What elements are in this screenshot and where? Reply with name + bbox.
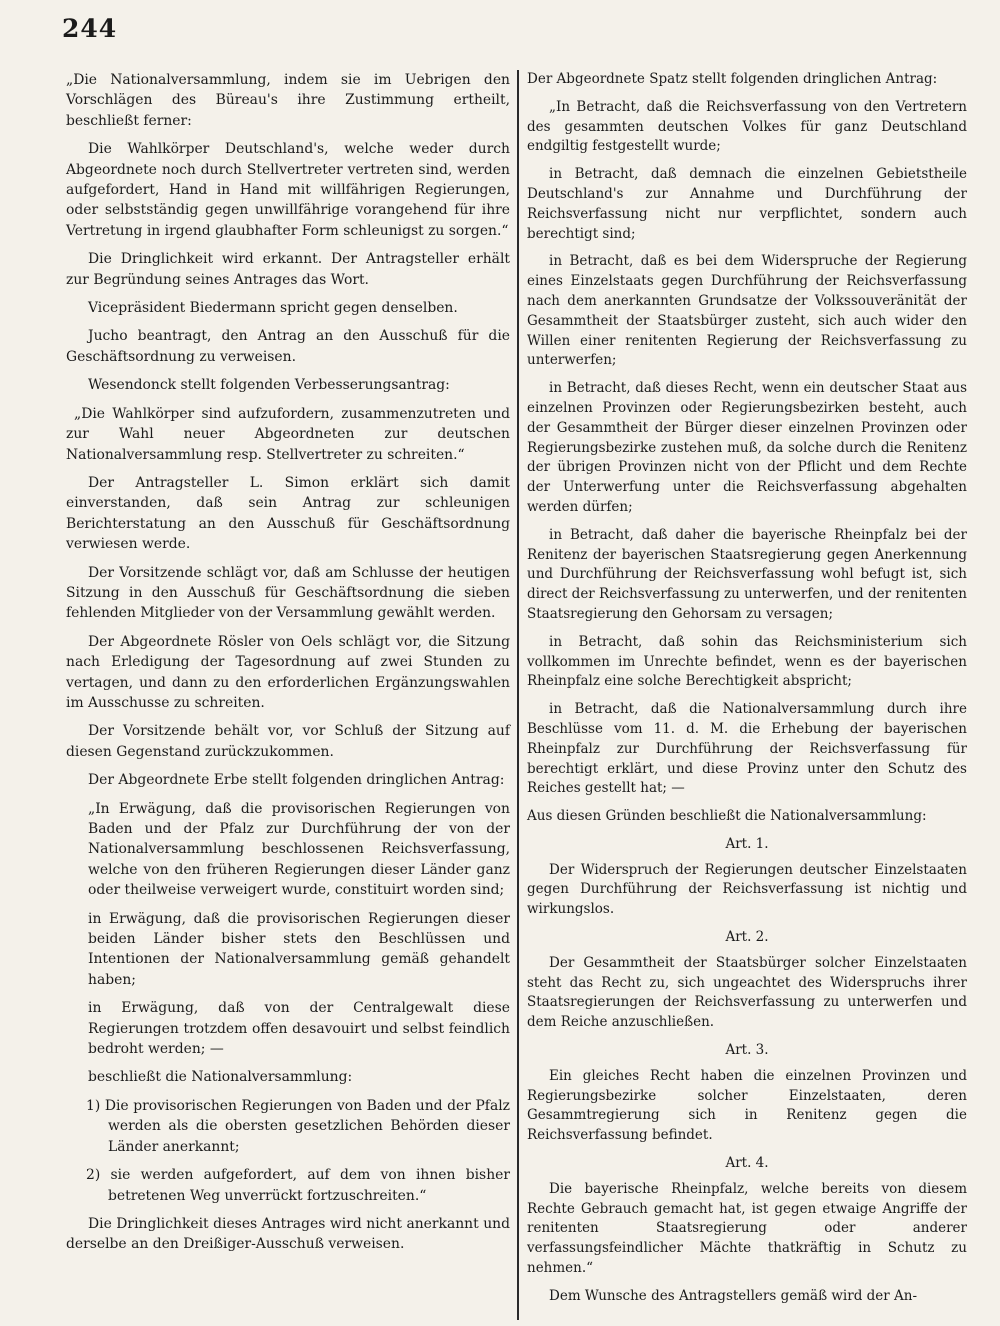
paragraph: „In Erwägung, daß die provisorischen Regierungen von Baden und der Pfalz zur Durchführung der von der Nationalversammlung beschlossenen Reichsverfassung, welche von den früheren Regierungen dieser Länder ganz oder theilweise verweigert wurde, constituirt worden sind;: [88, 800, 510, 899]
paragraph: Die Wahlkörper Deutschland's, welche weder durch Abgeordnete noch durch Stellvertreter vertreten sind, werden aufgefordert, Hand in Hand mit willfährigen Regierungen, oder selbstständig gegen unwillfährige vorangehend für ihre Vertretung in irgend glaubhafter Form schleunigst zu sorgen.“: [66, 141, 510, 239]
right-column: [527, 70, 967, 1315]
paragraph: Wesendonck stellt folgenden Verbesserungsantrag:: [88, 377, 450, 394]
paragraph: Der Gesammtheit der Staatsbürger solcher Einzelstaaten steht das Recht zu, sich ungeachtet des Widerspruchs ihrer Staatsregierungen der Reichsverfassung zu unterwerfen und dem Reiche anzuschließen.: [527, 954, 967, 1031]
paragraph: Ein gleiches Recht haben die einzelnen Provinzen und Regierungsbezirke solcher Einzelstaaten, deren Gesammtregierung sich in Renitenz gegen die Reichsverfassung befindet.: [527, 1067, 967, 1144]
paragraph: Dem Wunsche des Antragstellers gemäß wird der An-: [549, 1287, 918, 1304]
paragraph: Der Vorsitzende schlägt vor, daß am Schlusse der heutigen Sitzung in den Ausschuß für Geschäftsordnung die sieben fehlenden Mitglieder von der Versammlung gewählt werden.: [66, 564, 510, 622]
paragraph: in Betracht, daß es bei dem Widerspruche der Regierung eines Einzelstaats gegen Durchführung der Reichsverfassung nach dem anerkannten Grundsatze der Volkssouveränität der Gesammtheit der Staatsbürger zusteht, sich auch wider den Willen einer renitenten Regierung der Reichsverfassung zu unterwerfen;: [527, 253, 967, 369]
paragraph: in Betracht, daß demnach die einzelnen Gebietstheile Deutschland's zur Annahme und Durchführung der Reichsverfassung nicht nur verpflichtet, sondern auch berechtigt sind;: [527, 166, 967, 242]
article-heading: Art. 3.: [725, 1042, 769, 1059]
paragraph: Aus diesen Gründen beschließt die Nationalversammlung:: [527, 808, 927, 825]
paragraph: Der Abgeordnete Spatz stellt folgenden dringlichen Antrag:: [527, 71, 938, 87]
paragraph: in Betracht, daß daher die bayerische Rheinpfalz bei der Renitenz der bayerischen Staatsregierung gegen Anerkennung und Durchführung der Reichsverfassung wohl befugt ist, sich direct der Reichsverfassung zu unterwerfen, und der renitenten Staatsregierung den Gehorsam zu versagen;: [527, 526, 967, 622]
paragraph: Der Widerspruch der Regierungen deutscher Einzelstaaten gegen Durchführung der Reichsverfassung ist nichtig und wirkungslos.: [527, 861, 967, 918]
page-number: 244: [62, 14, 118, 43]
paragraph: Jucho beantragt, den Antrag an den Ausschuß für die Geschäftsordnung zu verweisen.: [66, 328, 510, 365]
left-column: [66, 70, 510, 1263]
paragraph: Der Antragsteller L. Simon erklärt sich damit einverstanden, daß sein Antrag zur schleunigen Berichterstatung an den Ausschuß für Geschäftsordnung verwiesen werde.: [66, 474, 510, 553]
paragraph: Die Dringlichkeit dieses Antrages wird nicht anerkannt und derselbe an den Dreißiger-Ausschuß verweisen.: [66, 1215, 510, 1253]
article-heading: Art. 1.: [725, 835, 769, 852]
paragraph: in Betracht, daß dieses Recht, wenn ein deutscher Staat aus einzelnen Provinzen oder Regierungsbezirken besteht, auch der Gesammtheit der Bürger dieser einzelnen Provinzen oder Regierungsbezirke zustehen muß, da solche durch die Renitenz der übrigen Provinzen nicht von der Pflicht und dem Rechte der Unterwerfung unter die Reichsverfassung abgehalten werden dürfen;: [527, 380, 967, 515]
paragraph: „Die Wahlkörper sind aufzufordern, zusammenzutreten und zur Wahl neuer Abgeordneten zur deutschen Nationalversammlung resp. Stellvertreter zu schreiten.“: [66, 405, 510, 463]
paragraph: Der Abgeordnete Erbe stellt folgenden dringlichen Antrag:: [88, 772, 505, 789]
column-divider: [517, 70, 519, 1320]
paragraph: Der Abgeordnete Rösler von Oels schlägt vor, die Sitzung nach Erledigung der Tagesordnung auf zwei Stunden zu vertagen, und dann zu den erforderlichen Ergänzungswahlen im Ausschusse zu schreiten.: [66, 633, 510, 711]
paragraph: Die bayerische Rheinpfalz, welche bereits von diesem Rechte Gebrauch gemacht hat, ist gegen etwaige Angriffe der renitenten Staatsregierung oder anderer verfassungsfeindlicher Mächte thatkräftig in Schutz zu nehmen.“: [527, 1180, 967, 1277]
paragraph: in Betracht, daß sohin das Reichsministerium sich vollkommen im Unrechte befindet, wenn es der bayerischen Rheinpfalz eine solche Berechtigkeit abspricht;: [527, 633, 967, 690]
paragraph: „Die Nationalversammlung, indem sie im Uebrigen den Vorschlägen des Büreau's ihre Zustimmung ertheilt, beschließt ferner:: [66, 72, 510, 129]
paragraph: beschließt die Nationalversammlung:: [88, 1069, 353, 1086]
article-heading: Art. 2.: [725, 929, 769, 946]
paragraph: in Erwägung, daß die provisorischen Regierungen dieser beiden Länder bisher stets den Beschlüssen und Intentionen der Nationalversammlung gemäß gehandelt haben;: [88, 910, 510, 988]
paragraph: 2) sie werden aufgefordert, auf dem von ihnen bisher betretenen Weg unverrückt fortzuschreiten.“: [86, 1167, 510, 1204]
paragraph: Der Vorsitzende behält vor, vor Schluß der Sitzung auf diesen Gegenstand zurückzukommen.: [66, 723, 510, 760]
article-heading: Art. 4.: [725, 1155, 769, 1172]
paragraph: 1) Die provisorischen Regierungen von Baden und der Pfalz werden als die obersten gesetzlichen Behörden dieser Länder anerkannt;: [86, 1097, 510, 1155]
paragraph: in Erwägung, daß von der Centralgewalt diese Regierungen trotzdem offen desavouirt und selbst feindlich bedroht werden; —: [88, 1000, 510, 1058]
paragraph: „In Betracht, daß die Reichsverfassung von den Vertretern des gesammten deutschen Volkes für ganz Deutschland endgiltig festgestellt wurde;: [527, 98, 967, 155]
paragraph: Vicepräsident Biedermann spricht gegen denselben.: [88, 300, 458, 317]
paragraph: in Betracht, daß die Nationalversammlung durch ihre Beschlüsse vom 11. d. M. die Erhebung der bayerischen Rheinpfalz zur Durchführung der Reichsverfassung für berechtigt erklärt, und diese Provinz unter den Schutz des Reiches gestellt hat; —: [527, 701, 967, 797]
paragraph: Die Dringlichkeit wird erkannt. Der Antragsteller erhält zur Begründung seines Antrages das Wort.: [66, 251, 510, 288]
